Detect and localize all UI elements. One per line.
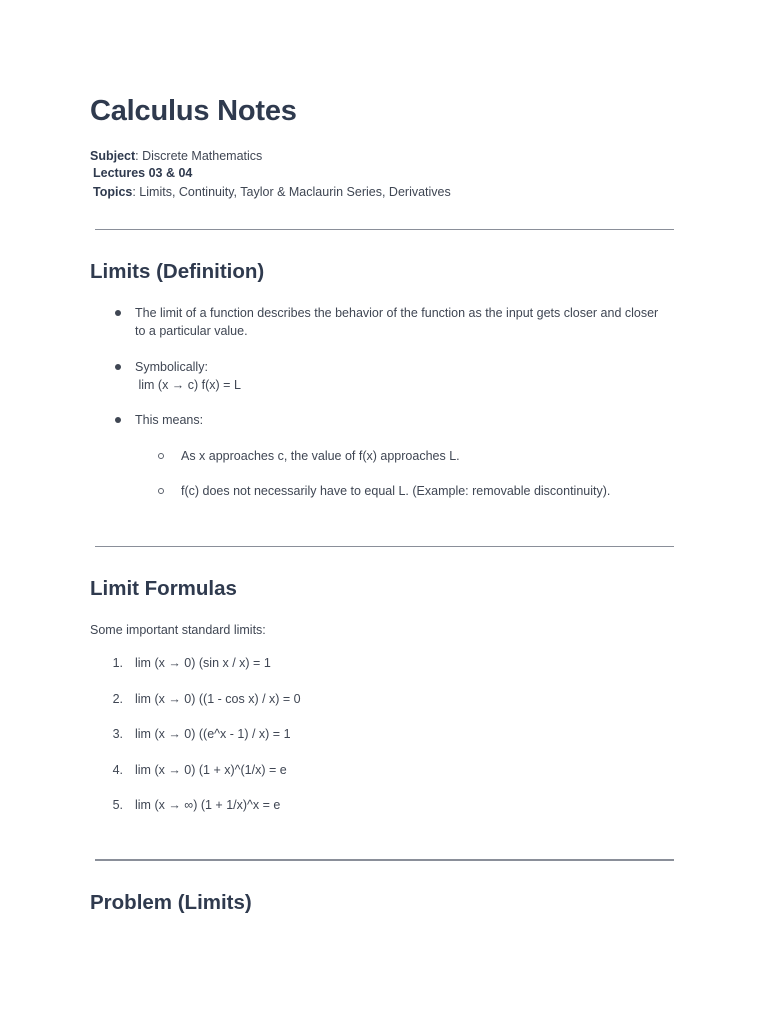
sub-bullet-2: f(c) does not necessarily have to equal L. (Example: removable discontinuity). [181, 484, 611, 498]
topics-label: Topics [93, 185, 133, 199]
divider [95, 229, 674, 230]
meta-topics [93, 184, 451, 201]
list-number: 1. [112, 656, 123, 670]
meta-subject [90, 148, 262, 165]
list-number: 4. [112, 763, 123, 777]
bullet-icon [115, 310, 121, 316]
section-heading-limit-formulas: Limit Formulas [90, 577, 237, 600]
section-heading-problem-limits: Problem (Limits) [90, 891, 252, 914]
document-title: Calculus Notes [90, 95, 297, 127]
bullet-1-line-1: The limit of a function describes the behavior of the function as the input gets closer and closer [135, 306, 659, 320]
formula-item: lim (x → 0) ((e^x - 1) / x) = 1 [135, 727, 291, 741]
sub-bullet-icon [158, 453, 164, 459]
formula-item: lim (x → ∞) (1 + 1/x)^x = e [135, 798, 281, 812]
bullet-1-line-2: to a particular value. [135, 324, 248, 338]
formula-item: lim (x → 0) ((1 - cos x) / x) = 0 [135, 692, 301, 706]
sub-bullet-1: As x approaches c, the value of f(x) approaches L. [181, 449, 460, 463]
bullet-2-line-1: Symbolically: [135, 360, 208, 374]
divider [95, 859, 674, 861]
list-number: 2. [112, 692, 123, 706]
lectures-label: Lectures 03 & 04 [93, 166, 193, 180]
sub-bullet-icon [158, 488, 164, 494]
divider [95, 546, 674, 547]
bullet-icon [115, 417, 121, 423]
formulas-intro: Some important standard limits: [90, 623, 266, 637]
topics-value: : Limits, Continuity, Taylor & Maclaurin Series, Derivatives [132, 185, 451, 199]
subject-label: Subject [90, 149, 136, 163]
bullet-icon [115, 364, 121, 370]
formula-item: lim (x → 0) (sin x / x) = 1 [135, 656, 271, 670]
bullet-2-formula: lim (x → c) f(x) = L [135, 378, 241, 392]
subject-value: : Discrete Mathematics [135, 149, 263, 163]
list-number: 3. [112, 727, 123, 741]
formula-item: lim (x → 0) (1 + x)^(1/x) = e [135, 763, 287, 777]
bullet-3-line-1: This means: [135, 413, 204, 427]
section-heading-limits-definition: Limits (Definition) [90, 260, 265, 283]
list-number: 5. [112, 798, 123, 812]
meta-lectures [93, 165, 192, 182]
